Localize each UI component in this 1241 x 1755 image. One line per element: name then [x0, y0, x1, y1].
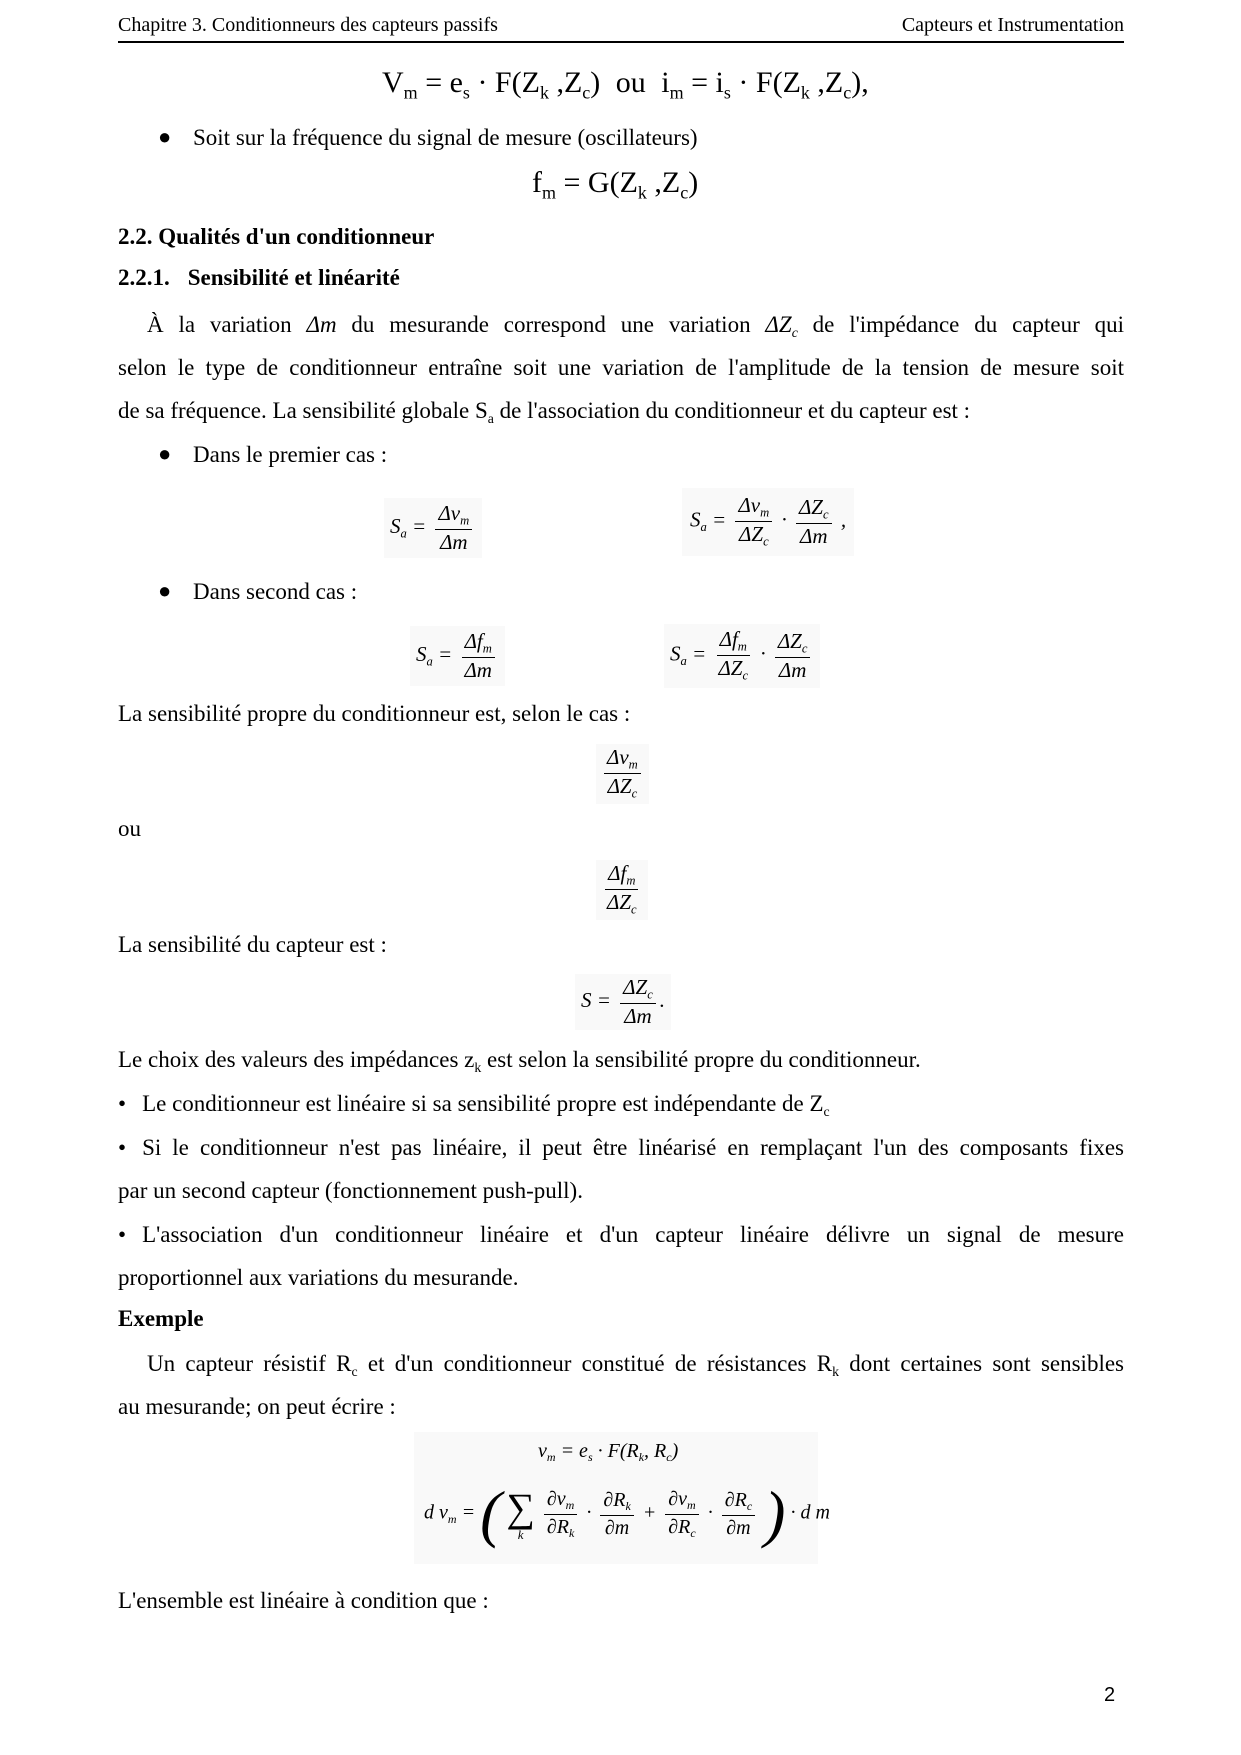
- equation-vm-example: $v_m = e_s \cdot F(R_k$, $R_c$): [538, 1440, 679, 1465]
- text-or: ou: [118, 816, 141, 841]
- bullet-marker: ●: [158, 578, 172, 603]
- running-header-chapter: Chapitre 3. Conditionneurs des capteurs passifs: [118, 14, 498, 36]
- example-line2: au mesurande; on peut écrire :: [118, 1394, 396, 1419]
- section-heading-2-2: 2.2. Qualités d'un conditionneur: [118, 224, 435, 249]
- formula-sensor-s: S = $\frac{\Delta Z_c}{\Delta m}$ .: [575, 974, 671, 1030]
- page-number: 2: [1104, 1684, 1116, 1706]
- paragraph-sensor-sensitivity: La sensibilité du capteur est :: [118, 932, 387, 957]
- formula-dfm-dzc: $\frac{\Delta f_m}{\Delta Z_c}$: [596, 860, 648, 920]
- paragraph-impedance-choice: Le choix des valeurs des impédances $z_k$ est selon la sensibilité propre du conditionneur.: [118, 1047, 921, 1075]
- bullet-push-pull-line2: par un second capteur (fonctionnement push-pull).: [118, 1178, 583, 1203]
- equation-dvm-example: d $v_m$ = ( ∑ k $\frac{\partial v_m}{\partial R_k}$ · $\frac{\partial R_k}{\partial m}$ + $\frac{\partial v_m}{\partial R_c}$ · $\frac{\partial R_c}{\partial m}$ ) · d m: [424, 1478, 830, 1549]
- formula-sa-voltage-chain: $S_a$ = $\frac{\Delta v_m}{\Delta Z_c}$ · $\frac{\Delta Z_c}{\Delta m}$ ,: [682, 488, 854, 556]
- equation-output-voltage-current: $V_m = e_s \cdot F(Z_k$ $,Z_c$) ou $i_m = i_s \cdot F(Z_k$ $,Z_c$),: [382, 66, 869, 103]
- paragraph-own-sensitivity: La sensibilité propre du conditionneur est, selon le cas :: [118, 701, 631, 726]
- paragraph-sensitivity-line2: selon le type de conditionneur entraîne soit une variation de l'amplitude de la tension de mesure soit: [118, 355, 1124, 380]
- formula-sa-frequency: $S_a$ = $\frac{\Delta f_m}{\Delta m}$: [410, 626, 505, 686]
- equation-frequency: $f_m = G(Z_k$ $,Z_c$): [532, 166, 699, 203]
- bullet-push-pull-line1: • Si le conditionneur n'est pas linéaire, il peut être linéarisé en remplaçant l'un des composants fixes: [118, 1135, 1124, 1160]
- example-line1: Un capteur résistif $R_c$ et d'un conditionneur constitué de résistances $R_k$ dont certaines sont sensibles: [147, 1351, 1124, 1379]
- example-heading: Exemple: [118, 1306, 204, 1331]
- running-header-course: Capteurs et Instrumentation: [901, 14, 1124, 36]
- paragraph-sensitivity-line3: de sa fréquence. La sensibilité globale $S_a$ de l'association du conditionneur et du capteur est :: [118, 398, 971, 426]
- paragraph-sensitivity-line1: À la variation Δm du mesurande correspond une variation $\Delta Z_c$ de l'impédance du capteur qui: [147, 312, 1124, 340]
- bullet-second-case: Dans second cas :: [193, 579, 358, 604]
- bullet-frequency: Soit sur la fréquence du signal de mesure (oscillateurs): [193, 125, 698, 150]
- section-heading-2-2-1: 2.2.1. Sensibilité et linéarité: [118, 265, 400, 290]
- bullet-marker: •: [118, 1222, 127, 1247]
- bullet-marker: •: [118, 1135, 127, 1160]
- header-rule: [118, 41, 1124, 43]
- formula-sa-voltage: $S_a$ = $\frac{\Delta v_m}{\Delta m}$: [384, 498, 482, 558]
- formula-dvm-dzc: $\frac{\Delta v_m}{\Delta Z_c}$: [596, 744, 649, 804]
- bullet-linear-conditioner: • Le conditionneur est linéaire si sa sensibilité propre est indépendante de $Z_c$: [118, 1091, 830, 1119]
- bullet-first-case: Dans le premier cas :: [193, 442, 388, 467]
- bullet-marker: •: [118, 1091, 127, 1116]
- formula-sa-frequency-chain: $S_a$ = $\frac{\Delta f_m}{\Delta Z_c}$ · $\frac{\Delta Z_c}{\Delta m}$: [664, 624, 820, 688]
- paragraph-linearity-condition: L'ensemble est linéaire à condition que :: [118, 1588, 489, 1613]
- bullet-linear-association-line1: • L'association d'un conditionneur linéaire et d'un capteur linéaire délivre un signal de mesure: [118, 1222, 1124, 1247]
- bullet-marker: ●: [158, 441, 172, 466]
- bullet-linear-association-line2: proportionnel aux variations du mesurande.: [118, 1265, 519, 1290]
- bullet-marker: ●: [158, 124, 172, 149]
